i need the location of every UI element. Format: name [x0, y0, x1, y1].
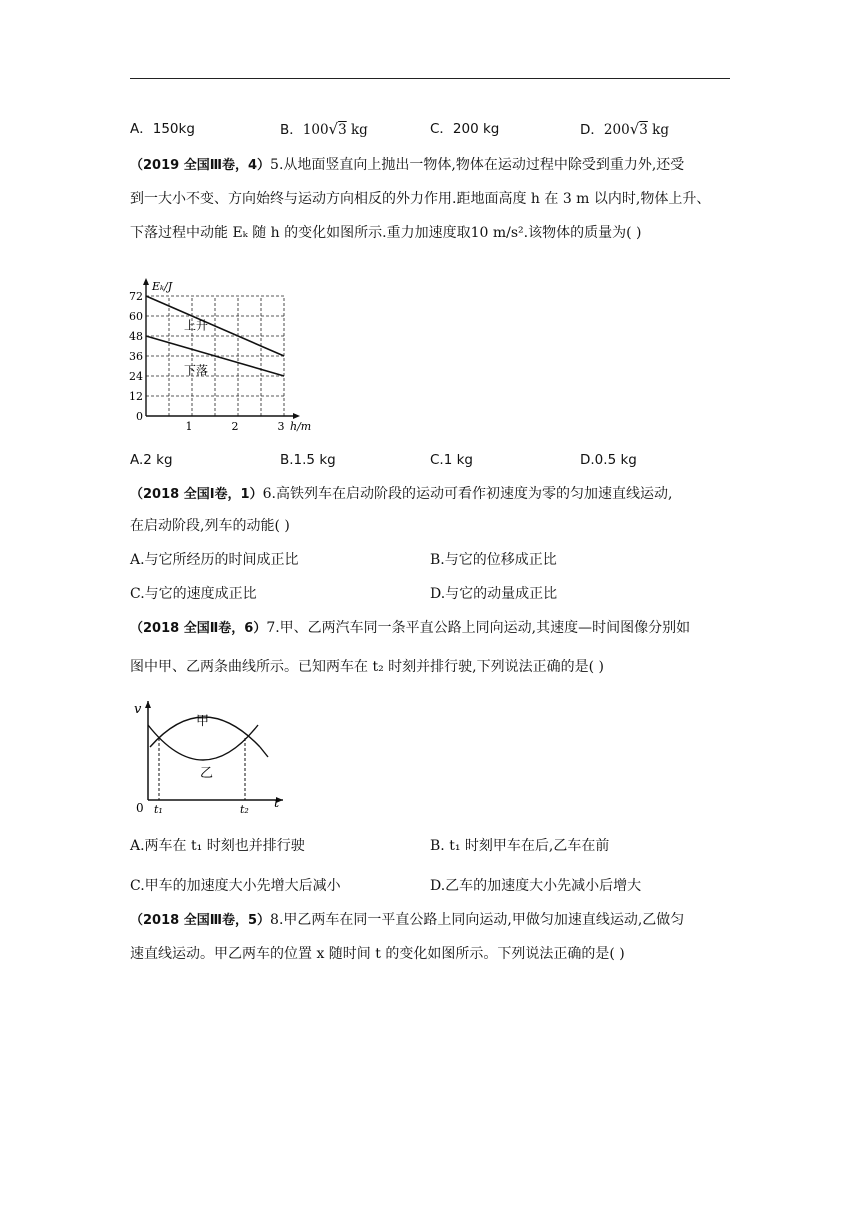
x-axis-label: h/m — [290, 420, 312, 433]
y-tick-label: 48 — [129, 330, 143, 343]
q6-option-a: A.与它所经历的时间成正比 — [130, 552, 299, 568]
q5-line-1: （2019 全国Ⅲ卷，4）5.从地面竖直向上抛出一物体,物体在运动过程中除受到重力外,还受 — [130, 157, 685, 173]
y-tick-label: 72 — [129, 290, 143, 303]
q5-option-c: C.1 kg — [430, 452, 473, 468]
q5-option-a: A.2 kg — [130, 452, 173, 468]
v-label: v — [134, 702, 142, 717]
q6-line-1: （2018 全国Ⅰ卷，1）6.高铁列车在启动阶段的运动可看作初速度为零的匀加速直线运动, — [130, 486, 673, 502]
x-tick-label: 2 — [231, 420, 239, 433]
x-tick-label: 3 — [277, 420, 285, 433]
t2-label: t₂ — [240, 803, 249, 816]
q4-option-b: B．100√3 kg — [280, 120, 368, 138]
q5-source-tag: （2019 全国Ⅲ卷，4） — [130, 158, 271, 173]
q7-option-a: A.两车在 t₁ 时刻也并排行驶 — [130, 838, 305, 854]
q5-option-d: D.0.5 kg — [580, 452, 637, 468]
q6-option-b: B.与它的位移成正比 — [430, 552, 557, 568]
y-tick-label: 24 — [129, 370, 143, 383]
t1-label: t₁ — [154, 803, 163, 816]
q8-source-tag: （2018 全国Ⅲ卷，5） — [130, 913, 271, 928]
y-tick-label: 12 — [129, 390, 143, 403]
q4-option-a: A．150kg — [130, 121, 195, 137]
q5-line-2: 到一大小不变、方向始终与运动方向相反的外力作用.距地面高度 h 在 3 m 以内时,物体上升、 — [130, 191, 711, 207]
q4-option-d: D．200√3 kg — [580, 120, 669, 138]
t-label: t — [274, 796, 280, 811]
jia-label: 甲 — [196, 714, 210, 729]
q6-source-tag: （2018 全国Ⅰ卷，1） — [130, 487, 263, 502]
q7-line-1: （2018 全国Ⅱ卷，6）7.甲、乙两汽车同一条平直公路上同向运动,其速度—时间图像分别如 — [130, 620, 691, 636]
q7-option-b: B. t₁ 时刻甲车在后,乙车在前 — [430, 838, 610, 854]
q6-option-c: C.与它的速度成正比 — [130, 586, 257, 602]
origin-label: 0 — [136, 801, 144, 815]
q7-option-c: C.甲车的加速度大小先增大后减小 — [130, 878, 341, 894]
q7-option-d: D.乙车的加速度大小先减小后增大 — [430, 878, 642, 894]
q6-option-d: D.与它的动量成正比 — [430, 586, 558, 602]
q7-source-tag: （2018 全国Ⅱ卷，6） — [130, 621, 267, 636]
y-axis-label: Eₖ/J — [152, 280, 173, 293]
yi-label: 乙 — [200, 766, 214, 781]
y-tick-label: 36 — [129, 350, 143, 363]
y-axis-arrow — [143, 278, 149, 285]
v-axis-arrow — [145, 701, 151, 708]
q6-line-2: 在启动阶段,列车的动能( ) — [130, 518, 290, 534]
series-label-down: 下落 — [184, 363, 209, 378]
q4-option-c: C．200 kg — [430, 121, 500, 137]
vt-graph — [128, 695, 288, 820]
x-axis-arrow — [293, 413, 300, 419]
q8-line-2: 速直线运动。甲乙两车的位置 x 随时间 t 的变化如图所示。下列说法正确的是( ) — [130, 946, 625, 962]
q8-line-1: （2018 全国Ⅲ卷，5）8.甲乙两车在同一平直公路上同向运动,甲做匀加速直线运动,乙做匀 — [130, 912, 685, 928]
q7-line-2: 图中甲、乙两条曲线所示。已知两车在 t₂ 时刻并排行驶,下列说法正确的是( ) — [130, 659, 604, 675]
x-tick-label: 1 — [185, 420, 193, 433]
ek-h-chart — [128, 268, 312, 438]
q5-option-b: B.1.5 kg — [280, 452, 336, 468]
header-rule — [130, 78, 730, 79]
y-tick-label: 60 — [129, 310, 143, 323]
series-label-up: 上升 — [184, 318, 209, 333]
y-tick-label: 0 — [136, 410, 143, 423]
q5-line-3: 下落过程中动能 Eₖ 随 h 的变化如图所示.重力加速度取10 m/s².该物体的质量为( ) — [130, 225, 642, 241]
